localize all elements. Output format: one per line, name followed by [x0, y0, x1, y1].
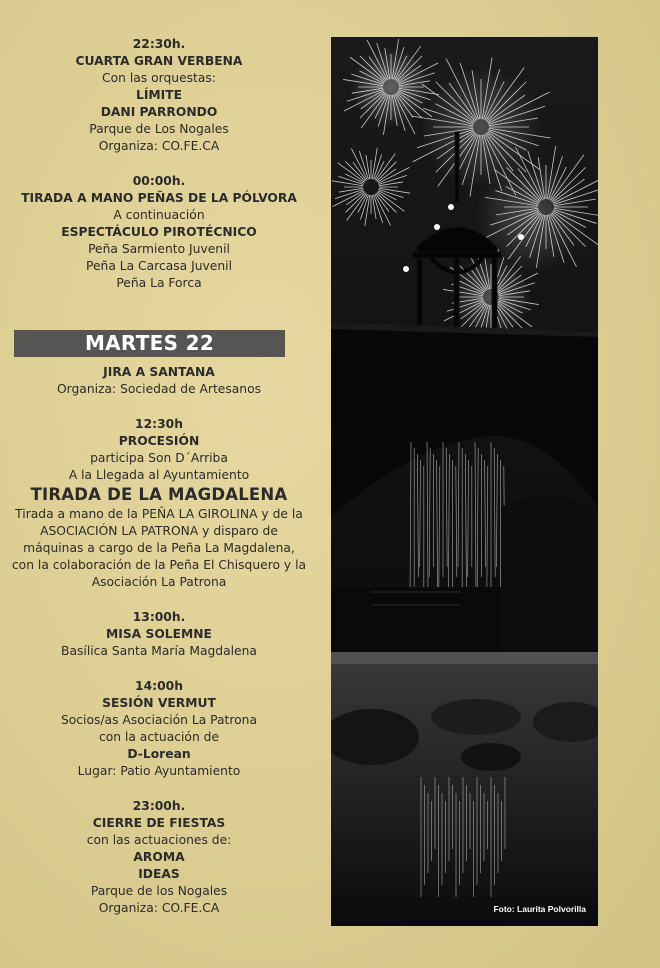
event-place: Lugar: Patio Ayuntamiento — [77, 764, 241, 778]
event-description: Tirada a mano de la PEÑA LA GIROLINA y de la — [15, 507, 303, 521]
event-title: MISA SOLEMNE — [106, 627, 212, 641]
event-line: participa Son D´Arriba — [90, 451, 228, 465]
event-line: A continuación — [113, 208, 205, 222]
event-organizer: Organiza: CO.FE.CA — [98, 901, 220, 915]
band-name: LÍMITE — [135, 88, 182, 102]
day-banner: MARTES 22 — [14, 330, 285, 357]
event-time: 00:00h. — [132, 174, 186, 188]
event-place: Basílica Santa María Magdalena — [61, 644, 257, 658]
event-title: ESPECTÁCULO PIROTÉCNICO — [61, 225, 257, 239]
schedule-column-top — [0, 36, 318, 292]
event-time: 13:00h. — [132, 610, 186, 624]
band-name: D-Lorean — [127, 747, 191, 761]
event-line: con la actuación de — [98, 730, 220, 744]
band-name: AROMA — [133, 850, 185, 864]
event-place: Parque de Los Nogales — [89, 122, 229, 136]
event-description: Asociación La Patrona — [91, 575, 227, 589]
photo-credit: Foto: Laurita Polvorilla — [493, 904, 586, 914]
event-line: Socios/as Asociación La Patrona — [60, 713, 258, 727]
pena-name: Peña Sarmiento Juvenil — [88, 242, 230, 256]
fireworks-bridge-photo — [331, 37, 598, 926]
event-organizer: Organiza: Sociedad de Artesanos — [56, 382, 262, 396]
event-time: 23:00h. — [132, 799, 186, 813]
event-misa — [0, 609, 318, 660]
event-line: A la Llegada al Ayuntamiento — [68, 468, 250, 482]
event-tirada-polvora — [0, 173, 318, 292]
event-jira — [0, 364, 318, 398]
event-title: CUARTA GRAN VERBENA — [75, 54, 243, 68]
event-title: JIRA A SANTANA — [103, 365, 215, 379]
event-cierre — [0, 798, 318, 917]
band-name: IDEAS — [138, 867, 180, 881]
pena-name: Peña La Carcasa Juvenil — [85, 259, 233, 273]
event-line: con las actuaciones de: — [86, 833, 232, 847]
event-title: SESIÓN VERMUT — [102, 696, 216, 710]
pena-name: Peña La Forca — [116, 276, 202, 290]
event-verbena — [0, 36, 318, 155]
event-place: Parque de los Nogales — [90, 884, 228, 898]
event-description: ASOCIACIÓN LA PATRONA y disparo de — [40, 524, 278, 538]
event-title: CIERRE DE FIESTAS — [92, 816, 226, 830]
event-highlight-title: TIRADA DE LA MAGDALENA — [30, 485, 288, 504]
event-vermut — [0, 678, 318, 780]
event-description: con la colaboración de la Peña El Chisquero y la — [11, 558, 307, 572]
band-name: DANI PARRONDO — [100, 105, 218, 119]
event-title: PROCESIÓN — [118, 434, 200, 448]
event-organizer: Organiza: CO.FE.CA — [98, 139, 220, 153]
photo-illustration — [331, 37, 598, 926]
event-time: 22:30h. — [132, 37, 186, 51]
event-title: TIRADA A MANO PEÑAS DE LA PÓLVORA — [21, 191, 297, 205]
event-line: Con las orquestas: — [102, 71, 216, 85]
event-time: 12:30h — [135, 417, 183, 431]
event-procesion — [0, 416, 318, 591]
event-description: máquinas a cargo de la Peña La Magdalena, — [23, 541, 295, 555]
schedule-column-bottom — [0, 364, 318, 917]
event-time: 14:00h — [135, 679, 183, 693]
